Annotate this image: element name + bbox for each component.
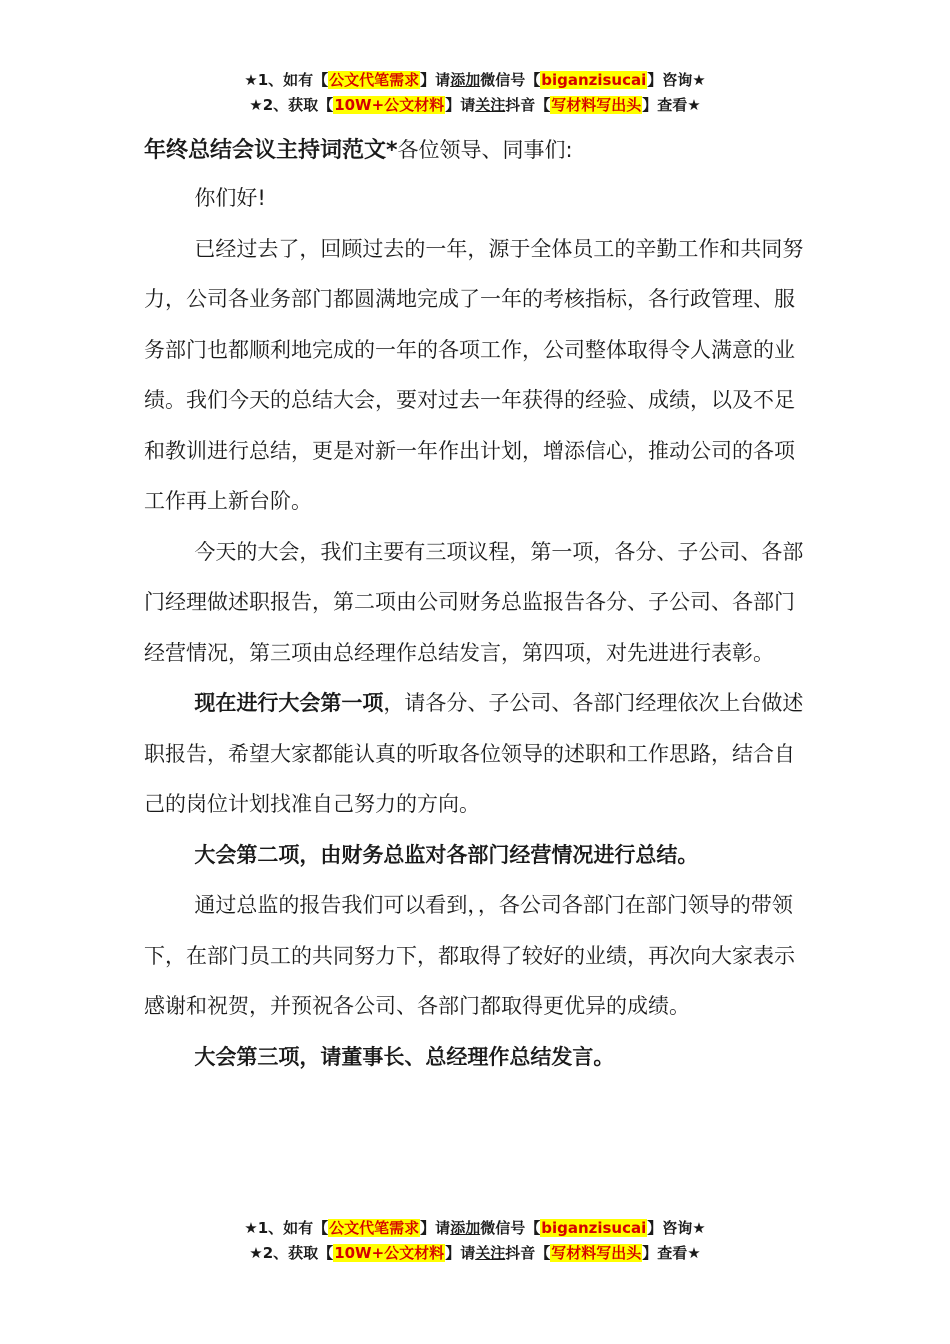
banner-line-2 <box>0 1241 950 1266</box>
banner-text: 微信号【 <box>480 71 541 89</box>
banner-text: ★2、获取【 <box>249 1244 334 1262</box>
banner-underlined: 关注 <box>475 96 506 114</box>
banner-text: 】咨询★ <box>647 1219 706 1237</box>
banner-text: ★2、获取【 <box>249 96 334 114</box>
banner-text: 抖音【 <box>505 96 551 114</box>
banner-text: 微信号【 <box>480 1219 541 1237</box>
paragraph-3-rest: ，请各分、子公司、各部门经理依次上台做述职报告，希望大家都能认真的听取各位领导的述职和工作思路，结合自己的岗位计划找准自己努力的方向。 <box>144 691 804 816</box>
paragraph-6: 大会第三项，请董事长、总经理作总结发言。 <box>194 1044 615 1069</box>
banner-text: ★1、如有【 <box>244 1219 329 1237</box>
banner-text: 抖音【 <box>505 1244 551 1262</box>
banner-highlight: 10W+公文材料 <box>334 96 445 114</box>
paragraph-3-lead: 现在进行大会第一项 <box>194 691 384 715</box>
banner-line-1 <box>0 68 950 93</box>
document-title: 年终总结会议主持词范文* <box>144 138 398 163</box>
greeting: 各位领导、同事们: <box>397 138 573 162</box>
banner-underlined: 添加 <box>450 71 481 89</box>
paragraph-4: 大会第二项，由财务总监对各部门经营情况进行总结。 <box>194 842 699 867</box>
banner-text: 】查看★ <box>642 1244 701 1262</box>
bottom-banner <box>0 1216 950 1266</box>
banner-text: 】请 <box>445 1244 476 1262</box>
banner-underlined: 关注 <box>475 1244 506 1262</box>
banner-text: 】请 <box>420 71 451 89</box>
title-line <box>144 128 814 173</box>
banner-text: 】查看★ <box>642 96 701 114</box>
banner-underlined: 添加 <box>450 1219 481 1237</box>
paragraph-1: 已经过去了，回顾过去的一年，源于全体员工的辛勤工作和共同努力，公司各业务部门都圆满地完成了一年的考核指标，各行政管理、服务部门也都顺利地完成的一年的各项工作，公司整体取得令人满意的业绩。我们今天的总结大会，要对过去一年获得的经验、成绩，以及不足和教训进行总结，更是对新一年作出计划，增添信心，推动公司的各项工作再上新台阶。 <box>144 236 804 513</box>
top-banner <box>0 68 950 118</box>
paragraph-5: 通过总监的报告我们可以看到，，各公司各部门在部门领导的带领下，在部门员工的共同努力下，都取得了较好的业绩，再次向大家表示感谢和祝贺，并预祝各公司、各部门都取得更优异的成绩。 <box>144 893 795 1018</box>
banner-text: 】咨询★ <box>647 71 706 89</box>
banner-text: ★1、如有【 <box>244 71 329 89</box>
banner-highlight: biganzisucai <box>541 1219 647 1237</box>
banner-highlight: 公文代笔需求 <box>329 1219 420 1237</box>
banner-highlight: 写材料写出头 <box>551 96 642 114</box>
paragraph-hello: 你们好! <box>194 186 266 210</box>
paragraph-3 <box>144 678 814 830</box>
banner-text: 】请 <box>420 1219 451 1237</box>
banner-text: 】请 <box>445 96 476 114</box>
banner-line-1 <box>0 1216 950 1241</box>
banner-highlight: 写材料写出头 <box>551 1244 642 1262</box>
paragraph-2: 今天的大会，我们主要有三项议程，第一项，各分、子公司、各部门经理做述职报告，第二项由公司财务总监报告各分、子公司、各部门经营情况，第三项由总经理作总结发言，第四项，对先进进行表彰。 <box>144 539 804 665</box>
banner-line-2 <box>0 93 950 118</box>
banner-highlight: 公文代笔需求 <box>329 71 420 89</box>
banner-highlight: biganzisucai <box>541 71 647 89</box>
banner-highlight: 10W+公文材料 <box>334 1244 445 1262</box>
document-body <box>144 128 814 1082</box>
